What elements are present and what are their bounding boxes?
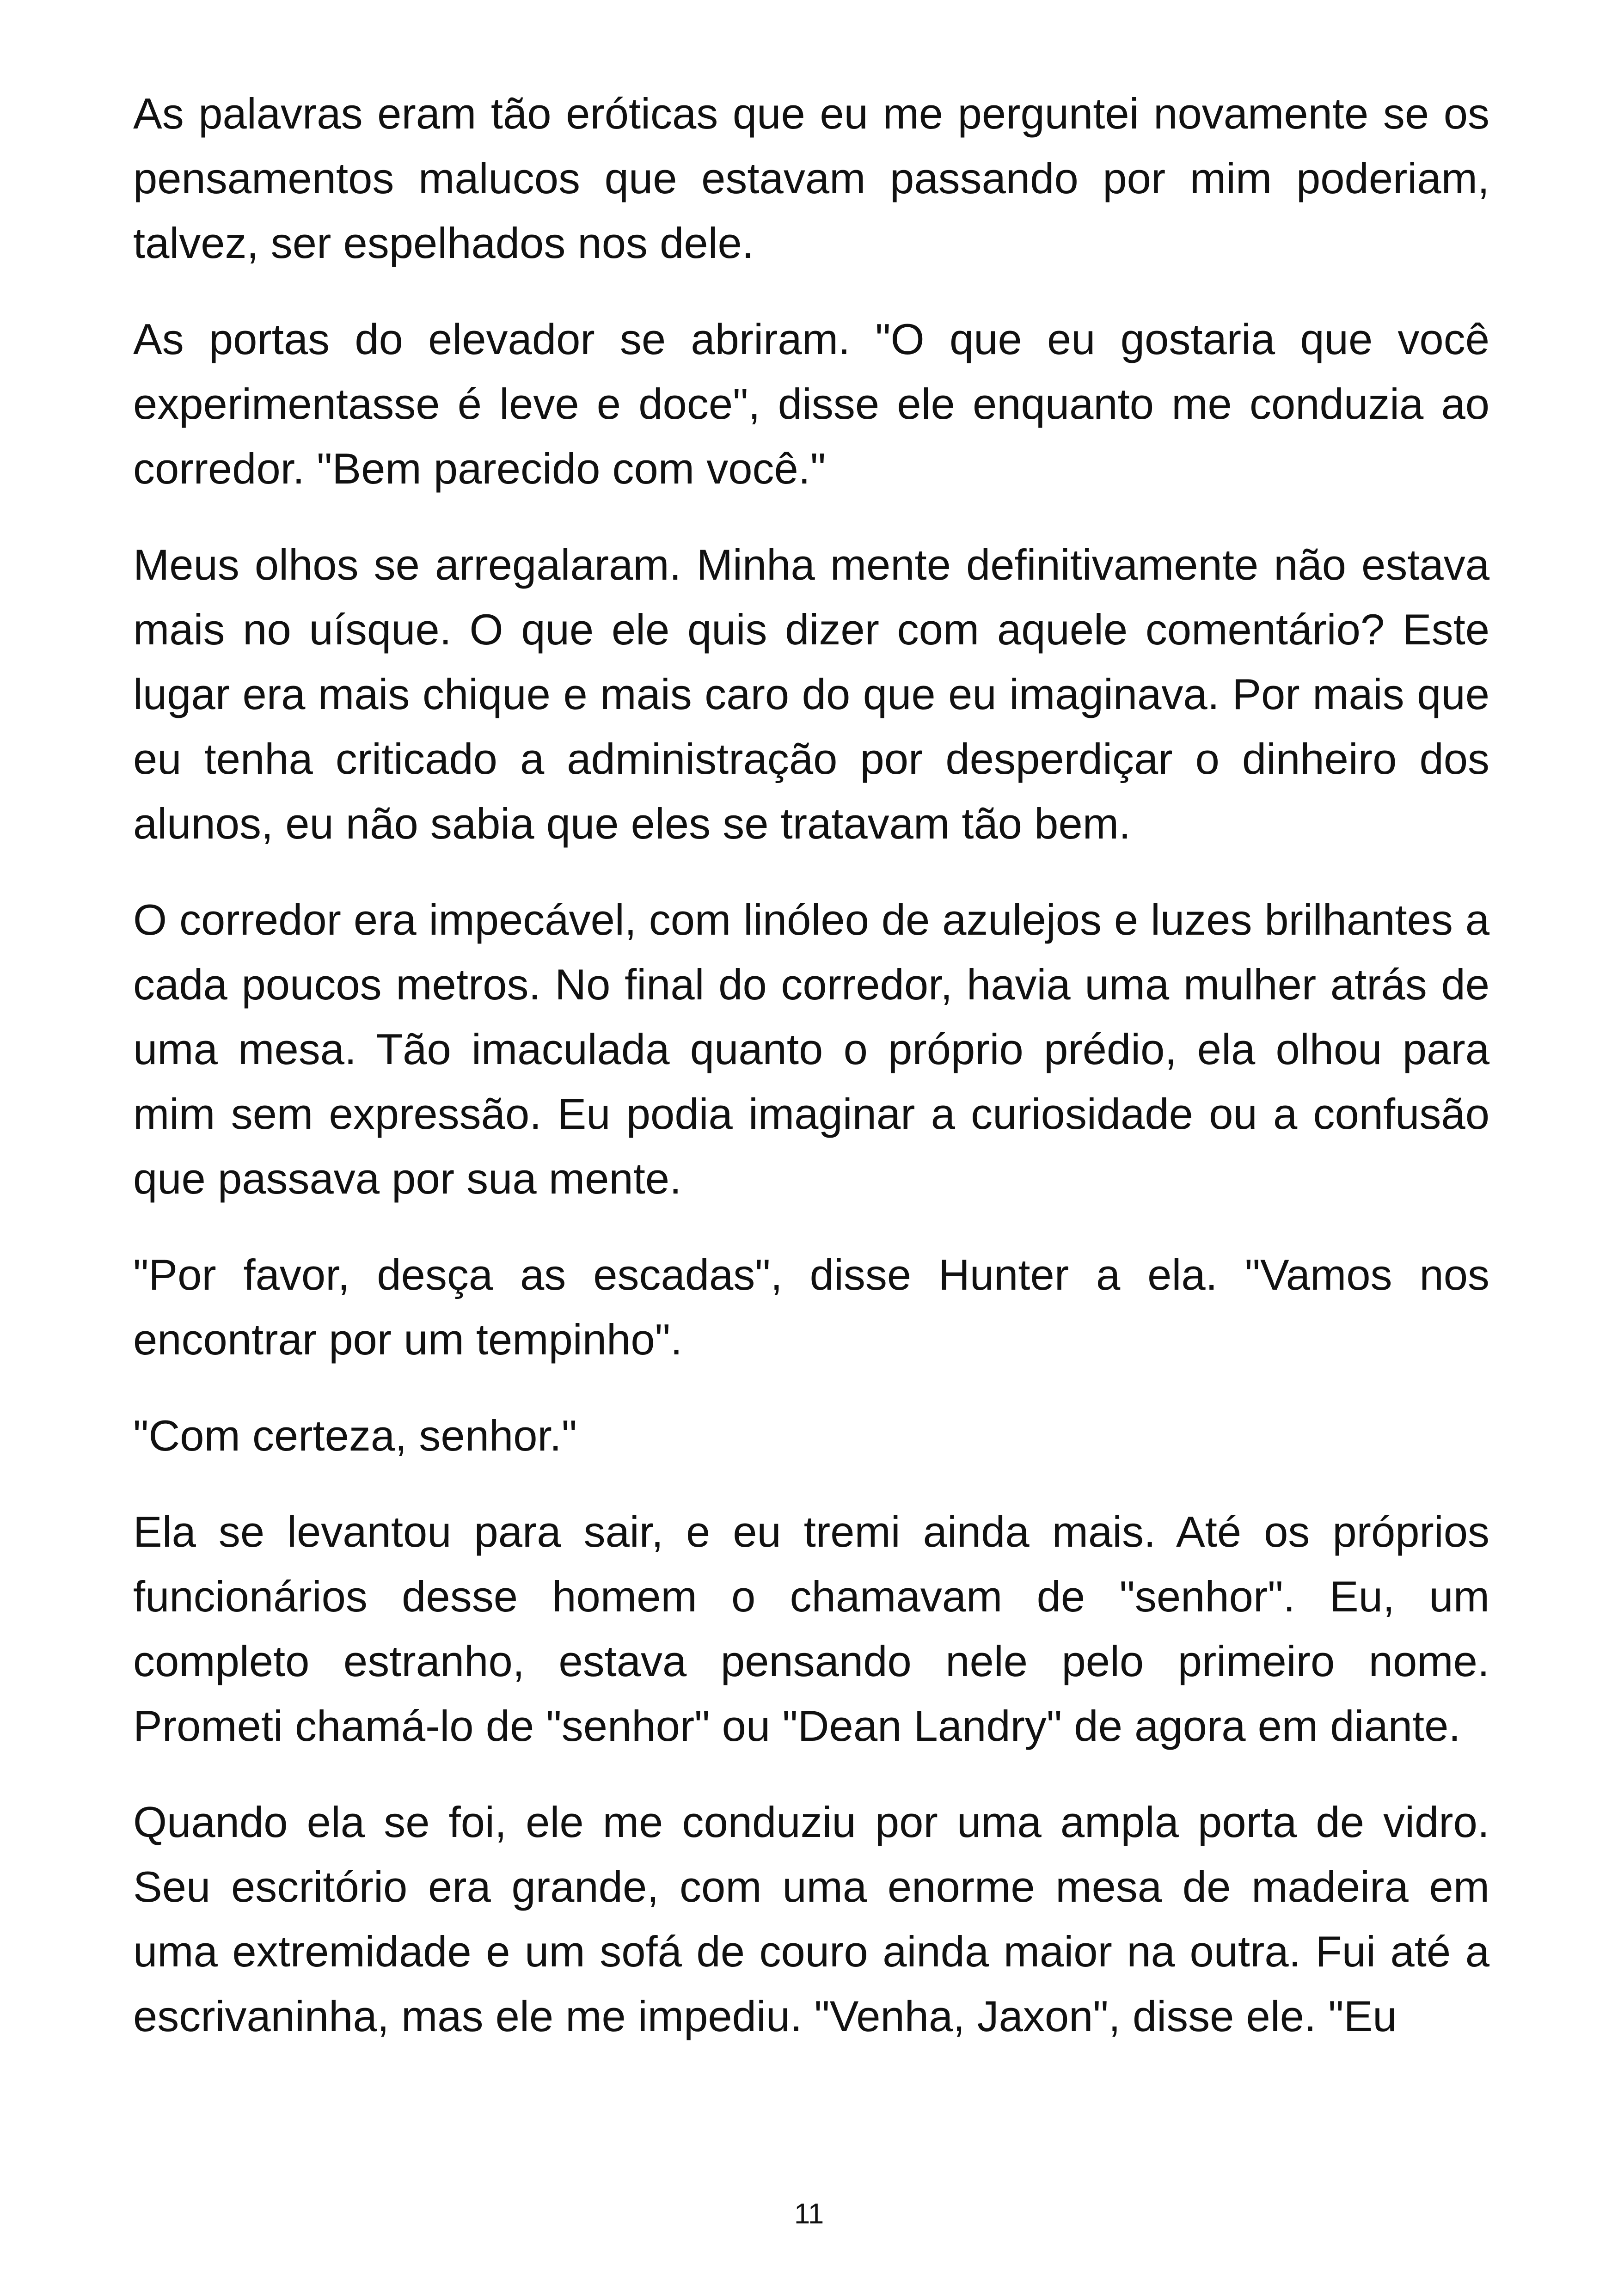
paragraph: Meus olhos se arregalaram. Minha mente definitivamente não estava mais no uísque. O que ele quis dizer com aquele comentário? Este lugar era mais chique e mais caro do que eu imaginava. Por mais que eu tenha criticado a administração por desperdiçar o dinheiro dos alunos, eu não sabia que eles se tratavam tão bem. xyxy=(133,540,1489,848)
paragraph: Ela se levantou para sair, e eu tremi ainda mais. Até os próprios funcionários desse homem o chamavam de "senhor". Eu, um completo estranho, estava pensando nele pelo primeiro nome. Prometi chamá-lo de "senhor" ou "Dean Landry" de agora em diante. xyxy=(133,1507,1489,1750)
paragraph: Quando ela se foi, ele me conduziu por uma ampla porta de vidro. Seu escritório era grande, com uma enorme mesa de madeira em uma extremidade e um sofá de couro ainda maior na outra. Fui até a escrivaninha, mas ele me impediu. "Venha, Jaxon", disse ele. "Eu xyxy=(133,1798,1489,2040)
page-number: 11 xyxy=(794,2198,824,2230)
paragraph: As palavras eram tão eróticas que eu me perguntei novamente se os pensamentos malucos que estavam passando por mim poderiam, talvez, ser espelhados nos dele. xyxy=(133,89,1489,267)
paragraph: "Com certeza, senhor." xyxy=(133,1411,577,1460)
paragraph: "Por favor, desça as escadas", disse Hunter a ela. "Vamos nos encontrar por um tempinho". xyxy=(133,1250,1489,1364)
paragraph: As portas do elevador se abriram. "O que eu gostaria que você experimentasse é leve e doce", disse ele enquanto me conduzia ao corredor. "Bem parecido com você." xyxy=(133,315,1489,493)
page-body xyxy=(133,81,1489,2080)
paragraph: O corredor era impecável, com linóleo de azulejos e luzes brilhantes a cada poucos metros. No final do corredor, havia uma mulher atrás de uma mesa. Tão imaculada quanto o próprio prédio, ela olhou para mim sem expressão. Eu podia imaginar a curiosidade ou a confusão que passava por sua mente. xyxy=(133,895,1489,1203)
